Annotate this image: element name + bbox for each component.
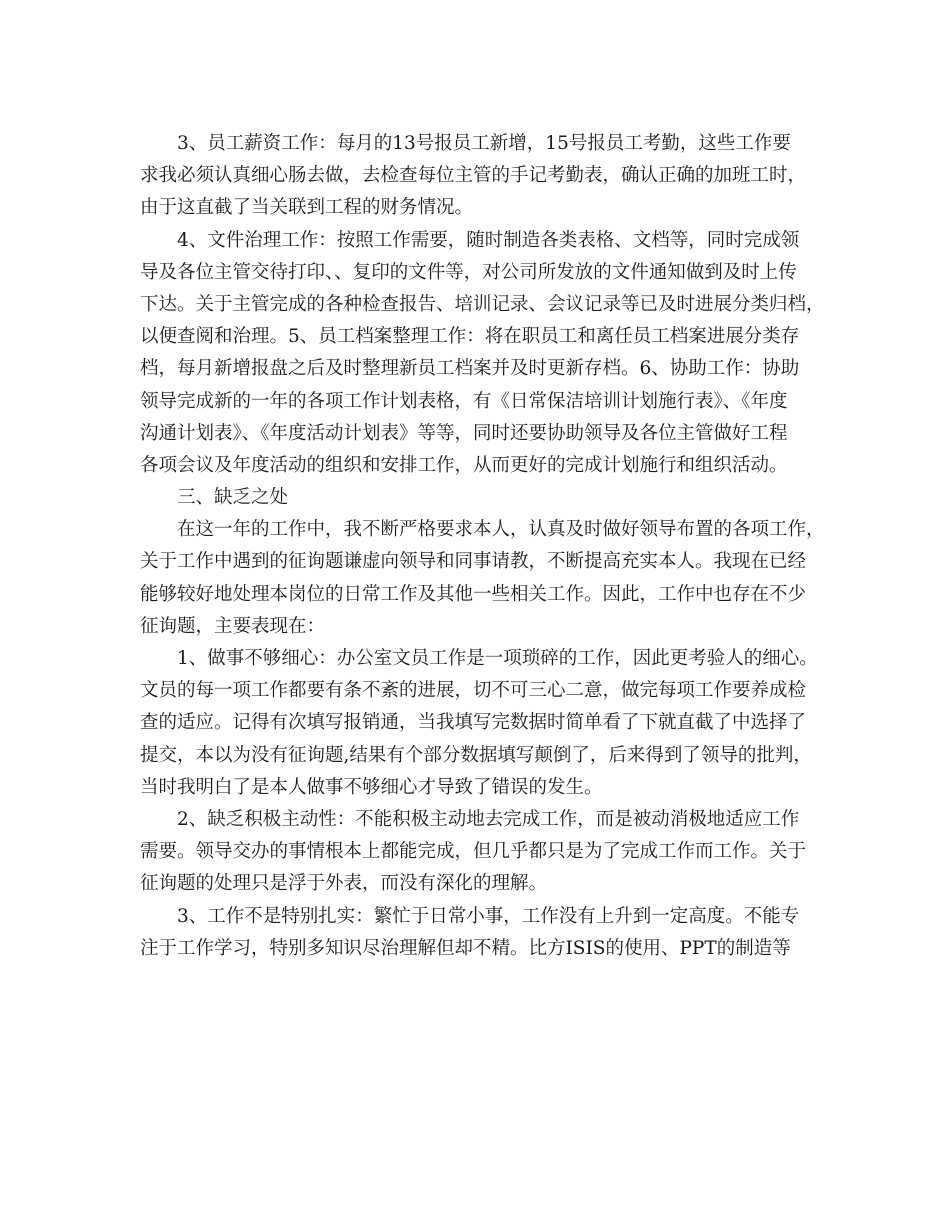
text-line: 3、工作不是特别扎实：繁忙于日常小事，工作没有上升到一定高度。不能专: [177, 905, 800, 927]
text-line: 沟通计划表》、《年度活动计划表》等等，同时还要协助领导及各位主管做好工程: [140, 422, 788, 444]
text-line: 各项会议及年度活动的组织和安排工作，从而更好的完成计划施行和组织活动。: [140, 454, 788, 476]
text-line: 注于工作学习，特别多知识尽治理解但却不精。比方ISIS的使用、PPT的制造等: [140, 937, 791, 959]
text-line: 1、做事不够细心：办公室文员工作是一项琐碎的工作，因此更考验人的细心。: [177, 648, 818, 669]
text-line: 以便查阅和治理。5、员工档案整理工作：将在职员工和离任员工档案进展分类存: [140, 326, 800, 348]
text-line: 下达。关于主管完成的各种检查报告、培训记录、会议记录等已及时进展分类归档，: [140, 293, 825, 315]
text-line: 领导完成新的一年的各项工作计划表格，有《日常保洁培训计划施行表》、《年度: [140, 390, 788, 412]
text-line: 查的适应。记得有次填写报销通，当我填写完数据时简单看了下就直截了中选择了: [140, 712, 807, 734]
document-body: [140, 128, 825, 965]
text-line: 征询题的处理只是浮于外表，而没有深化的理解。: [140, 873, 548, 895]
text-line: 文员的每一项工作都要有条不紊的进展，切不可三心二意，做完每项工作要养成检: [140, 680, 807, 702]
text-line: 需要。领导交办的事情根本上都能完成，但几乎都只是为了完成工作而工作。关于: [140, 841, 807, 863]
text-line: 求我必须认真细心肠去做，去检查每位主管的手记考勤表，确认正确的加班工时，: [140, 165, 807, 187]
text-line: 当时我明白了是本人做事不够细心才导致了错误的发生。: [140, 776, 603, 798]
text-line: 由于这直截了当关联到工程的财务情况。: [140, 197, 474, 219]
text-line: 3、员工薪资工作：每月的13号报员工新增，15号报员工考勤，这些工作要: [177, 133, 791, 154]
text-line: 档，每月新增报盘之后及时整理新员工档案并及时更新存档。6、协助工作：协助: [140, 358, 800, 380]
text-line: 2、缺乏积极主动性：不能积极主动地去完成工作，而是被动消极地适应工作: [177, 808, 800, 830]
text-line: 三、缺乏之处: [177, 487, 289, 509]
text-line: 导及各位主管交待打印、、复印的文件等，对公司所发放的文件通知做到及时上传: [140, 261, 797, 283]
text-line: 能够较好地处理本岗位的日常工作及其他一些相关工作。因此，工作中也存在不少: [140, 583, 807, 605]
text-line: 关于工作中遇到的征询题谦虚向领导和同事请教，不断提高充实本人。我现在已经: [140, 551, 807, 573]
text-line: 在这一年的工作中，我不断严格要求本人，认真及时做好领导布置的各项工作，: [177, 519, 825, 541]
text-line: 征询题，主要表现在：: [140, 615, 326, 637]
text-line: 4、文件治理工作：按照工作需要，随时制造各类表格、文档等，同时完成领: [177, 229, 800, 251]
text-line: 提交，本以为没有征询题,结果有个部分数据填写颠倒了，后来得到了领导的批判，: [140, 744, 812, 766]
